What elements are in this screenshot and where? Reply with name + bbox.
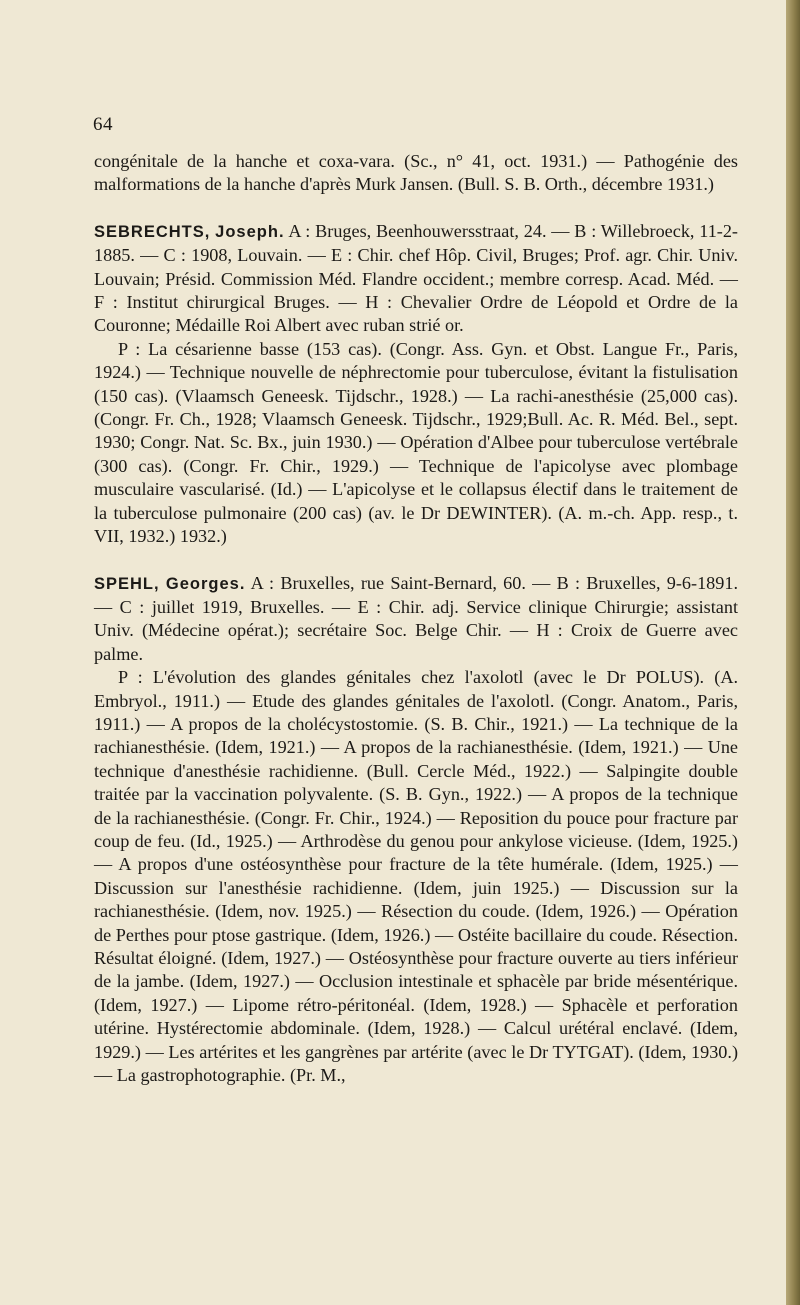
intro-paragraph: congénitale de la hanche et coxa-vara. (Sc., n° 41, oct. 1931.) — Pathogénie des malformations de la hanche d'après Murk Jansen. (Bull. S. B. Orth., décembre 1931.) — [94, 151, 738, 195]
entry-bio: A : Bruges, Beenhouwersstraat, 24. — B : Willebroeck, 11-2-1885. — C : 1908, Louvain. — E : Chir. chef Hôp. Civil, Bruges; Prof. agr. Chir. Univ. Louvain; Présid. Commission Méd. Flandre occident.; membre corresp. Acad. Méd. — F : Institut chirurgical Bruges. — H : Chevalier Ordre de Léopold et Ordre de la Couronne; Médaille Roi Albert avec ruban strié or. — [94, 220, 738, 336]
entry-spehl — [94, 572, 738, 667]
entry-given-name: Georges. — [165, 574, 246, 593]
entry-surname: SEBRECHTS, — [94, 222, 211, 241]
entry-sebrechts — [94, 220, 738, 338]
page-edge — [786, 0, 800, 1305]
entry-publications: P : La césarienne basse (153 cas). (Congr. Ass. Gyn. et Obst. Langue Fr., Paris, 1924.) — Technique nouvelle de néphrectomie pour tuberculose, évitant la fistulisation (150 cas). (Vlaamsch Geneesk. Tijdschr., 1928.) — La rachi-anesthésie (25,000 cas). (Congr. Fr. Ch., 1928; Vlaamsch Geneesk. Tijdschr., 1929;Bull. Ac. R. Méd. Bel., sept. 1930; Congr. Nat. Sc. Bx., juin 1930.) — Opération d'Albee pour tuberculose vertébrale (300 cas). (Congr. Fr. Chir., 1929.) — Technique de l'apicolyse avec plombage musculaire vascularisé. (Id.) — L'apicolyse et le collapsus électif dans le traitement de la tuberculose pulmonaire (200 cas) (av. le Dr DEWINTER). (A. m.-ch. App. resp., t. VII, 1932.) 1932.) — [94, 338, 738, 547]
text-body — [94, 150, 738, 1087]
entry-surname: SPEHL, — [94, 574, 160, 593]
entry-publications: P : L'évolution des glandes génitales chez l'axolotl (avec le Dr POLUS). (A. Embryol., 1911.) — Etude des glandes génitales de l'axolotl. (Congr. Anatom., Paris, 1911.) — A propos de la cholécystostomie. (S. B. Chir., 1921.) — La technique de la rachianesthésie. (Idem, 1921.) — A propos de la rachianesthésie. (Idem, 1921.) — Une technique d'anesthésie rachidienne. (Bull. Cercle Méd., 1922.) — Salpingite double traitée par la vaccination polyvalente. (S. B. Gyn., 1922.) — A propos de la technique de la rachianesthésie. (Congr. Fr. Chir., 1924.) — Reposition du pouce pour fracture par coup de feu. (Id., 1925.) — Arthrodèse du genou pour ankylose vicieuse. (Idem, 1925.) — A propos d'une ostéosynthèse pour fracture de la tête humérale. (Idem, 1925.) — Discussion sur l'anesthésie rachidienne. (Idem, juin 1925.) — Discussion sur la rachianesthésie. (Idem, nov. 1925.) — Résection du coude. (Idem, 1926.) — Opération de Perthes pour ptose gastrique. (Idem, 1926.) — Ostéite bacillaire du coude. Résection. Résultat éloigné. (Idem, 1927.) — Ostéosynthèse pour fracture ouverte au tiers inférieur de la jambe. (Idem, 1927.) — Occlusion intestinale et sphacèle par bride mésentérique. (Idem, 1927.) — Lipome rétro-péritonéal. (Idem, 1928.) — Sphacèle et perforation utérine. Hystérectomie abdominale. (Idem, 1928.) — Calcul urétéral enclavé. (Idem, 1929.) — Les artérites et les gangrènes par artérite (avec le Dr TYTGAT). (Idem, 1930.) — La gastrophotographie. (Pr. M., — [94, 667, 738, 1086]
entry-given-name: Joseph. — [215, 222, 285, 241]
page-number: 64 — [93, 114, 113, 135]
entry-bio: A : Bruxelles, rue Saint-Bernard, 60. — B : Bruxelles, 9-6-1891. — C : juillet 1919, Bruxelles. — E : Chir. adj. Service clinique Chirurgie; assistant Univ. (Médecine opérat.); secrétaire Soc. Belge Chir. — H : Croix de Guerre avec palme. — [94, 572, 738, 664]
